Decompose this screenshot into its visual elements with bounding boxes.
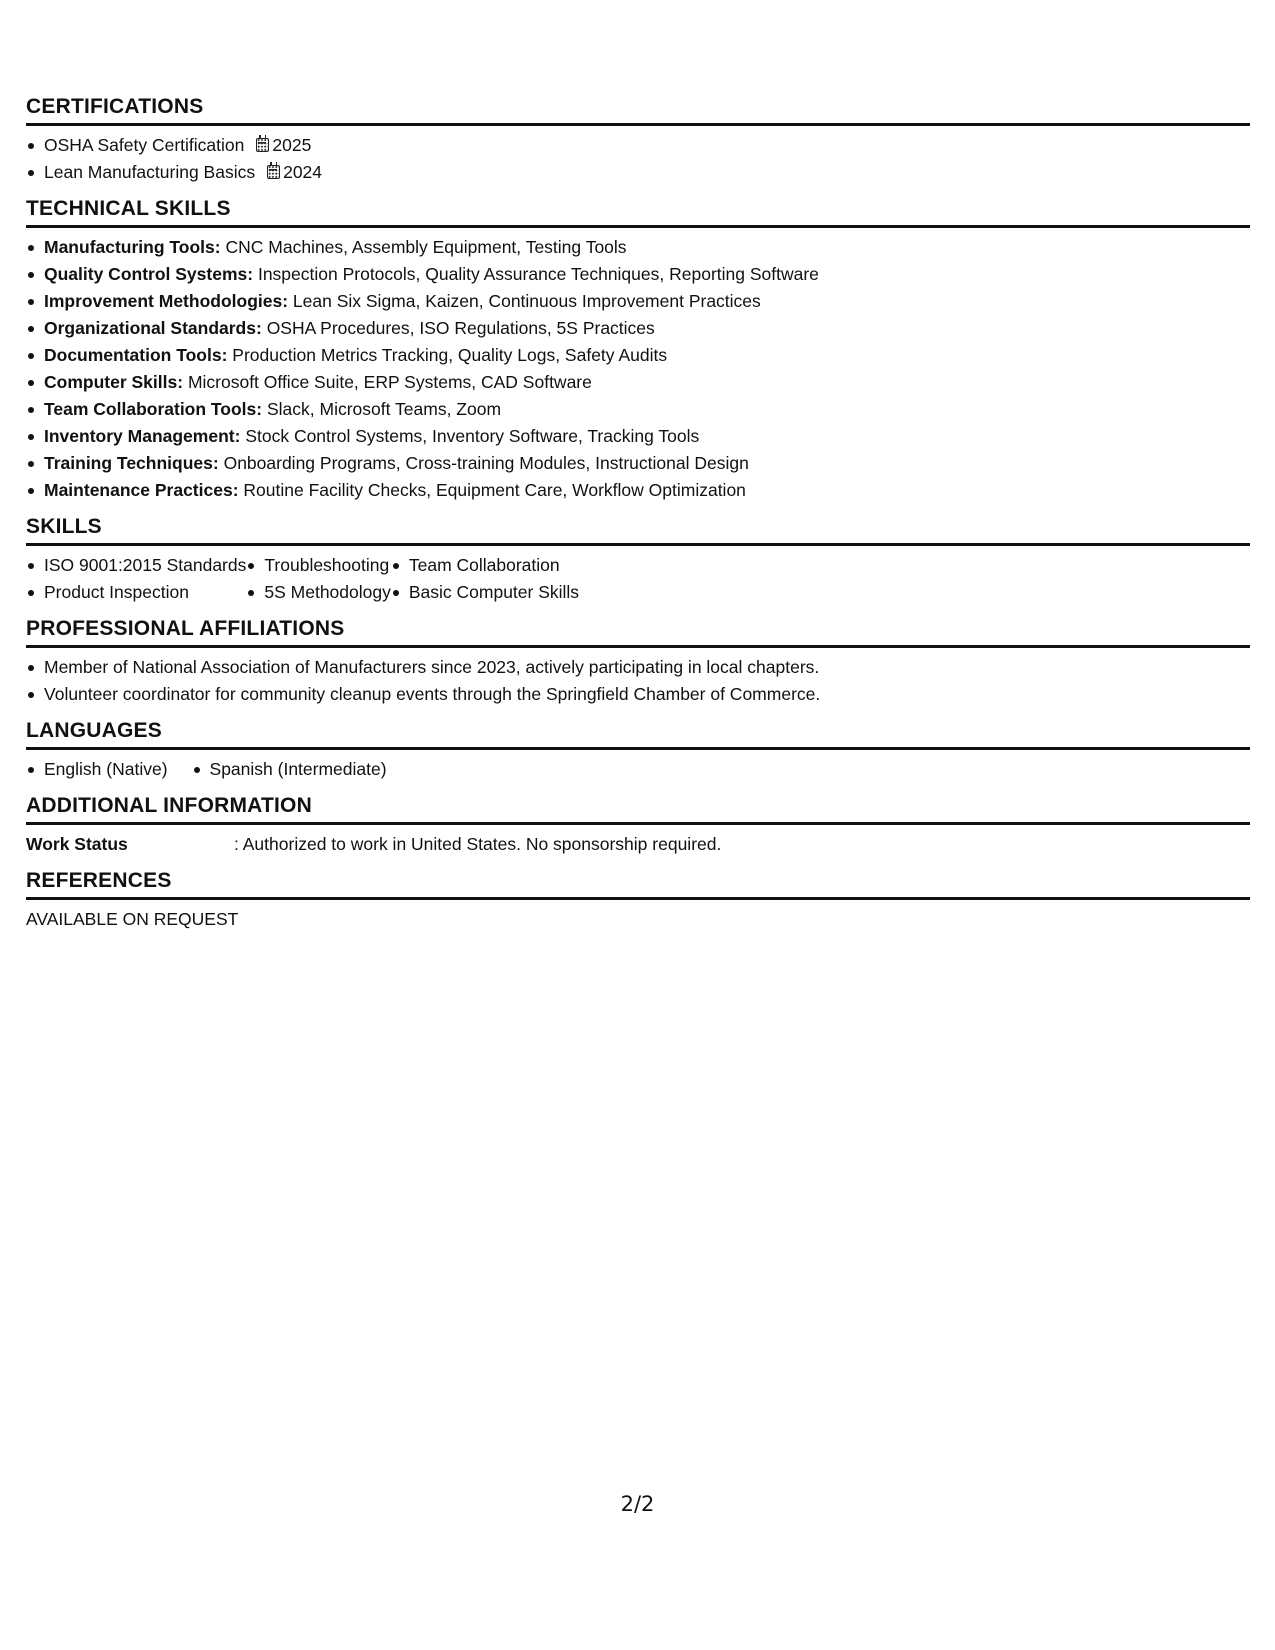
skills-column bbox=[246, 552, 390, 606]
technical-skill-label: Documentation Tools: bbox=[44, 345, 228, 365]
language-item: English (Native) bbox=[26, 756, 168, 783]
skills-section bbox=[26, 514, 1250, 606]
affiliations-list bbox=[26, 654, 1250, 708]
references-text: AVAILABLE ON REQUEST bbox=[26, 909, 239, 929]
technical-skill-item bbox=[26, 423, 1250, 450]
skills-column bbox=[391, 552, 579, 606]
info-label: Work Status bbox=[26, 834, 128, 854]
technical-skill-item bbox=[26, 342, 1250, 369]
technical-skill-item bbox=[26, 234, 1250, 261]
technical-skill-item bbox=[26, 450, 1250, 477]
certification-year: 2025 bbox=[272, 135, 312, 155]
technical-skill-value: Onboarding Programs, Cross-training Modules, Instructional Design bbox=[223, 453, 749, 473]
section-heading-additional-info: ADDITIONAL INFORMATION bbox=[26, 793, 1250, 825]
affiliations-section bbox=[26, 616, 1250, 708]
certifications-section bbox=[26, 94, 1250, 186]
certification-name: Lean Manufacturing Basics bbox=[44, 162, 256, 182]
references-section bbox=[26, 868, 1250, 933]
technical-skill-label: Training Techniques: bbox=[44, 453, 219, 473]
skill-item: ISO 9001:2015 Standards bbox=[26, 552, 246, 579]
technical-skill-label: Quality Control Systems: bbox=[44, 264, 254, 284]
technical-skill-label: Computer Skills: bbox=[44, 372, 184, 392]
page-number: 2/2 bbox=[620, 1492, 655, 1516]
calendar-icon bbox=[267, 165, 280, 179]
section-heading-certifications: CERTIFICATIONS bbox=[26, 94, 1250, 126]
technical-skill-label: Team Collaboration Tools: bbox=[44, 399, 263, 419]
skill-item: Product Inspection bbox=[26, 579, 246, 606]
technical-skill-value: Slack, Microsoft Teams, Zoom bbox=[266, 399, 502, 419]
skill-item: Troubleshooting bbox=[246, 552, 390, 579]
skill-item: 5S Methodology bbox=[246, 579, 390, 606]
technical-skill-item bbox=[26, 477, 1250, 504]
technical-skills-list bbox=[26, 234, 1250, 504]
technical-skill-label: Inventory Management: bbox=[44, 426, 241, 446]
languages-section bbox=[26, 718, 1250, 783]
certification-item bbox=[26, 132, 1250, 159]
technical-skill-value: OSHA Procedures, ISO Regulations, 5S Practices bbox=[266, 318, 655, 338]
section-heading-references: REFERENCES bbox=[26, 868, 1250, 900]
technical-skill-value: Routine Facility Checks, Equipment Care, Workflow Optimization bbox=[243, 480, 746, 500]
skill-item: Basic Computer Skills bbox=[391, 579, 579, 606]
affiliation-item: Volunteer coordinator for community cleanup events through the Springfield Chamber of Commerce. bbox=[26, 681, 1250, 708]
section-heading-technical-skills: TECHNICAL SKILLS bbox=[26, 196, 1250, 228]
technical-skill-value: Stock Control Systems, Inventory Software, Tracking Tools bbox=[245, 426, 700, 446]
technical-skill-item bbox=[26, 261, 1250, 288]
technical-skill-label: Manufacturing Tools: bbox=[44, 237, 221, 257]
technical-skill-value: Lean Six Sigma, Kaizen, Continuous Improvement Practices bbox=[292, 291, 761, 311]
affiliation-item: Member of National Association of Manufacturers since 2023, actively participating in local chapters. bbox=[26, 654, 1250, 681]
skills-grid bbox=[26, 552, 1250, 606]
technical-skills-section bbox=[26, 196, 1250, 504]
certification-year: 2024 bbox=[283, 162, 323, 182]
technical-skill-label: Organizational Standards: bbox=[44, 318, 262, 338]
technical-skill-value: Inspection Protocols, Quality Assurance Techniques, Reporting Software bbox=[257, 264, 819, 284]
section-heading-affiliations: PROFESSIONAL AFFILIATIONS bbox=[26, 616, 1250, 648]
section-heading-skills: SKILLS bbox=[26, 514, 1250, 546]
calendar-icon bbox=[256, 138, 269, 152]
certification-name: OSHA Safety Certification bbox=[44, 135, 245, 155]
technical-skill-value: CNC Machines, Assembly Equipment, Testing Tools bbox=[225, 237, 627, 257]
resume-page bbox=[26, 94, 1250, 943]
info-value: : Authorized to work in United States. No sponsorship required. bbox=[234, 834, 722, 854]
technical-skill-label: Improvement Methodologies: bbox=[44, 291, 289, 311]
certification-item bbox=[26, 159, 1250, 186]
technical-skill-label: Maintenance Practices: bbox=[44, 480, 239, 500]
technical-skill-item bbox=[26, 369, 1250, 396]
skill-item: Team Collaboration bbox=[391, 552, 579, 579]
info-row-work-status bbox=[26, 831, 1250, 858]
technical-skill-item bbox=[26, 396, 1250, 423]
section-heading-languages: LANGUAGES bbox=[26, 718, 1250, 750]
technical-skill-value: Microsoft Office Suite, ERP Systems, CAD Software bbox=[187, 372, 592, 392]
technical-skill-item bbox=[26, 288, 1250, 315]
languages-list bbox=[26, 756, 1250, 783]
skills-column bbox=[26, 552, 246, 606]
certifications-list bbox=[26, 132, 1250, 186]
technical-skill-value: Production Metrics Tracking, Quality Logs, Safety Audits bbox=[232, 345, 668, 365]
technical-skill-item bbox=[26, 315, 1250, 342]
language-item: Spanish (Intermediate) bbox=[192, 756, 387, 783]
additional-info-section bbox=[26, 793, 1250, 858]
